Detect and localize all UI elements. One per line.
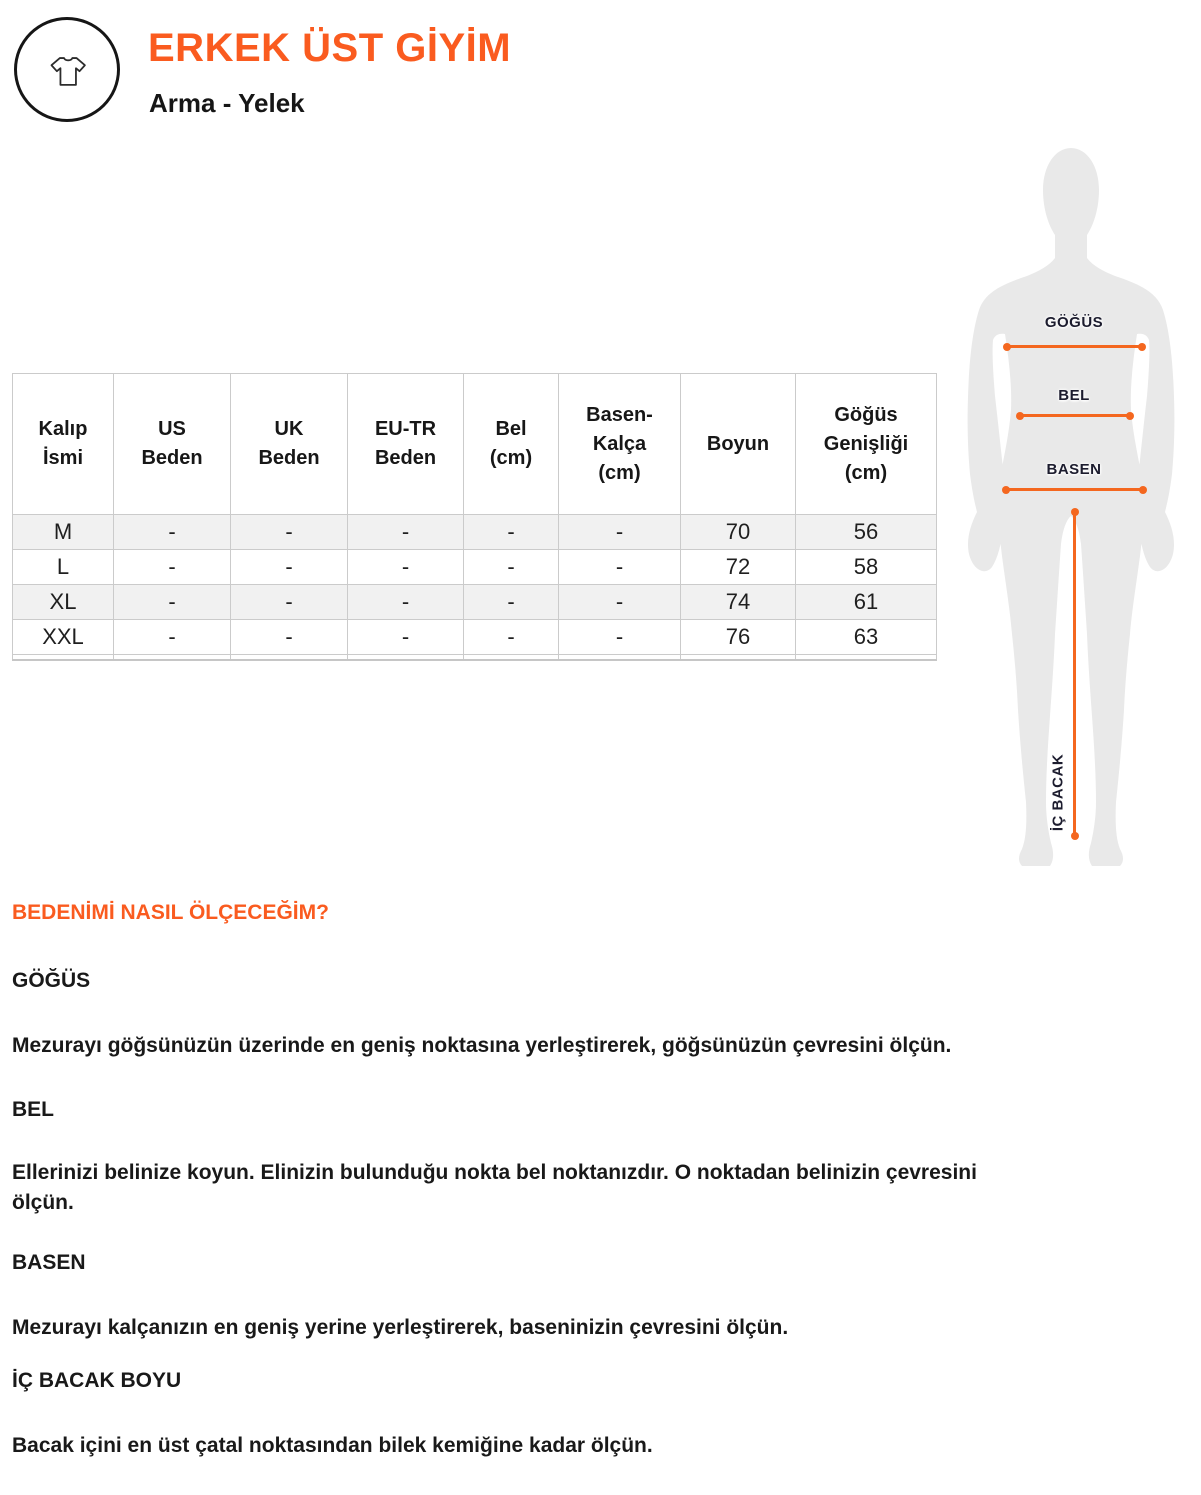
column-header: Basen-Kalça (cm) — [559, 374, 681, 515]
table-cell: L — [13, 550, 114, 585]
line-endpoint-dot — [1003, 343, 1011, 351]
table-cell: - — [348, 515, 464, 550]
table-cell: XL — [13, 585, 114, 620]
column-header: Bel (cm) — [464, 374, 559, 515]
column-header: US Beden — [114, 374, 231, 515]
guide-section-heading: GÖĞÜS — [12, 969, 91, 992]
guide-section-heading: BASEN — [12, 1251, 86, 1274]
line-endpoint-dot — [1138, 343, 1146, 351]
waist-figure-label: BEL — [1058, 387, 1090, 404]
column-header: Boyun — [681, 374, 796, 515]
size-table — [12, 373, 937, 661]
table-cell: 63 — [796, 620, 937, 655]
guide-section-text: Bacak içini en üst çatal noktasından bilek kemiğine kadar ölçün. — [12, 1434, 653, 1457]
guide-section-text: Mezurayı kalçanızın en geniş yerine yerleştirerek, baseninizin çevresini ölçün. — [12, 1316, 789, 1339]
table-cell: M — [13, 515, 114, 550]
table-cell: - — [348, 620, 464, 655]
waist-measure-line — [1019, 414, 1131, 417]
table-cell: - — [114, 550, 231, 585]
table-cell: - — [231, 515, 348, 550]
table-cell: - — [559, 515, 681, 550]
chest-measure-line — [1006, 345, 1143, 348]
line-endpoint-dot — [1002, 486, 1010, 494]
category-icon-circle — [14, 17, 120, 122]
column-header: Kalıp İsmi — [13, 374, 114, 515]
table-cell: - — [464, 620, 559, 655]
line-endpoint-dot — [1016, 412, 1024, 420]
line-endpoint-dot — [1139, 486, 1147, 494]
table-cell: - — [559, 620, 681, 655]
column-header: Göğüs Genişliği (cm) — [796, 374, 937, 515]
line-endpoint-dot — [1071, 832, 1079, 840]
table-cell: - — [559, 550, 681, 585]
table-cell: - — [348, 585, 464, 620]
table-cell: 72 — [681, 550, 796, 585]
table-cell: - — [464, 515, 559, 550]
table-cell: 70 — [681, 515, 796, 550]
guide-section-text: Ellerinizi belinize koyun. Elinizin bulunduğu nokta bel noktanızdır. O noktadan belinizin çevresini ölçün. — [12, 1161, 977, 1214]
guide-section-heading: BEL — [12, 1098, 54, 1121]
line-endpoint-dot — [1071, 508, 1079, 516]
table-cell: XXL — [13, 620, 114, 655]
guide-section-heading: İÇ BACAK BOYU — [12, 1369, 182, 1392]
table-cell: - — [348, 550, 464, 585]
table-cropped-row — [13, 655, 937, 660]
table-row — [13, 620, 937, 655]
table-cell: - — [559, 585, 681, 620]
page-subtitle: Arma - Yelek — [149, 88, 305, 118]
inseam-figure-label: İÇ BACAK — [1049, 753, 1067, 832]
line-endpoint-dot — [1126, 412, 1134, 420]
table-cell: - — [464, 550, 559, 585]
inseam-measure-line — [1073, 511, 1076, 837]
guide-section-text: Mezurayı göğsünüzün üzerinde en geniş noktasına yerleştirerek, göğsünüzün çevresini ölçün. — [12, 1034, 952, 1057]
measurement-figure — [941, 142, 1201, 887]
table-cell: - — [114, 620, 231, 655]
table-cell: 56 — [796, 515, 937, 550]
table-cell: - — [231, 620, 348, 655]
table-cell: - — [114, 515, 231, 550]
column-header: EU-TR Beden — [348, 374, 464, 515]
hip-measure-line — [1005, 488, 1144, 491]
page-title: ERKEK ÜST GİYİM — [148, 26, 512, 70]
table-row — [13, 550, 937, 585]
table-cell: - — [231, 550, 348, 585]
table-cell: 61 — [796, 585, 937, 620]
guide-title: BEDENİMİ NASIL ÖLÇECEĞİM? — [12, 901, 329, 924]
column-header: UK Beden — [231, 374, 348, 515]
hip-figure-label: BASEN — [1046, 461, 1102, 478]
table-header-row — [13, 374, 937, 515]
table-cell: - — [464, 585, 559, 620]
table-cell: 76 — [681, 620, 796, 655]
tshirt-icon — [36, 39, 98, 101]
table-row — [13, 585, 937, 620]
table-row — [13, 515, 937, 550]
chest-figure-label: GÖĞÜS — [1044, 314, 1104, 331]
table-cell: 58 — [796, 550, 937, 585]
table-cell: - — [114, 585, 231, 620]
table-cell: 74 — [681, 585, 796, 620]
table-cell: - — [231, 585, 348, 620]
